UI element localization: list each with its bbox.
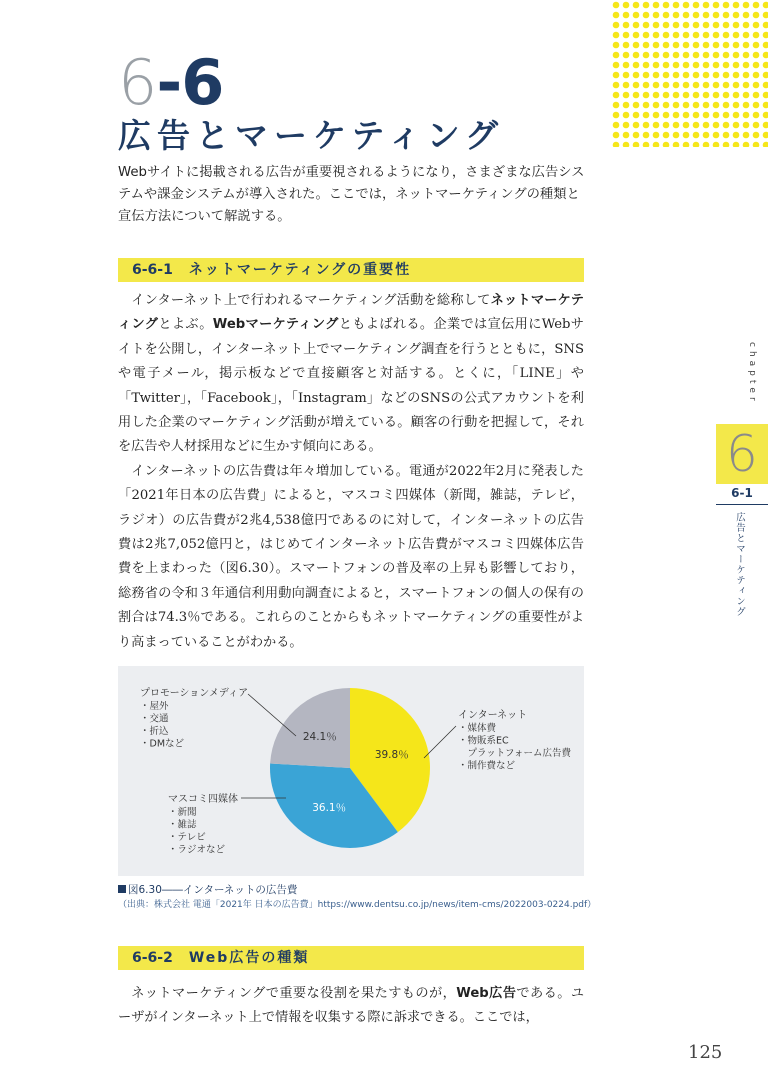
dot [763,92,768,99]
dot [653,92,660,99]
section-title: Web広告の種類 [188,950,310,966]
dot [693,2,700,9]
dot [653,42,660,49]
pie-slice [270,688,350,768]
dot [633,62,640,69]
dot [753,52,760,59]
dot [613,132,620,139]
dot [713,92,720,99]
pie-category-item: ・制作費など [458,760,516,772]
pie-chart [118,666,584,876]
dot [633,122,640,129]
decorative-dot-pattern [611,0,768,147]
dot [763,52,768,59]
dot [723,22,730,29]
dot [663,2,670,9]
dot [663,72,670,79]
dot [723,2,730,9]
dot [613,2,620,9]
dot [763,32,768,39]
dot [713,72,720,79]
dot [763,22,768,29]
section-heading-2 [118,946,584,970]
dot [763,62,768,69]
pie-category-item: ・物販系EC [458,735,509,747]
dot [743,12,750,19]
caption-square-icon [118,885,126,893]
pie-value-label: 36.1％ [312,801,347,814]
dot [703,82,710,89]
dot [683,72,690,79]
dot [683,42,690,49]
dot [653,12,660,19]
section-number: 6-6-2 [132,950,173,966]
body-text-1 [118,289,584,655]
dot [623,2,630,9]
dot [613,72,620,79]
side-chapter-label: chapter [747,342,757,405]
dot [743,72,750,79]
dot [723,132,730,139]
dot [713,122,720,129]
dot [673,52,680,59]
dot [613,12,620,19]
dot [703,62,710,69]
dot [663,82,670,89]
dot [753,62,760,69]
dot [743,2,750,9]
dot [763,122,768,129]
dot [613,22,620,29]
chapter-number: 6-6 [118,46,224,119]
dot [653,102,660,109]
dot [683,122,690,129]
dot [713,62,720,69]
dot [733,52,740,59]
dot [673,112,680,119]
dot [643,92,650,99]
pie-category-item: ・ラジオなど [168,844,226,856]
dot [723,12,730,19]
dot [663,132,670,139]
dot [683,142,690,147]
dot [653,22,660,29]
dot [683,112,690,119]
dot [623,72,630,79]
dot [713,112,720,119]
pie-category-item: ・折込 [140,726,169,737]
dot [663,142,670,147]
dot [653,32,660,39]
dot [623,32,630,39]
dot [663,62,670,69]
pie-category-item: ・媒体費 [458,723,497,734]
dot [763,12,768,19]
dot [723,122,730,129]
dot [643,72,650,79]
dot [703,72,710,79]
section-title: ネットマーケティングの重要性 [188,262,412,278]
dot [633,112,640,119]
dot [633,82,640,89]
dot [753,102,760,109]
dot [643,32,650,39]
dot [633,2,640,9]
dot [753,22,760,29]
dot [653,132,660,139]
dot [713,22,720,29]
dot [693,142,700,147]
dot [673,62,680,69]
dot [733,82,740,89]
dot [683,92,690,99]
dot [743,52,750,59]
dot [733,32,740,39]
dot [673,22,680,29]
dot [703,22,710,29]
dot [653,82,660,89]
dot [643,12,650,19]
pie-value-label: 39.8％ [374,749,409,762]
pie-value-label: 24.1％ [302,731,337,744]
dot [693,92,700,99]
side-vertical-title: 広告とマーケティング [734,512,745,617]
dot [743,22,750,29]
dot [703,142,710,147]
dot [693,82,700,89]
dot [653,122,660,129]
dot [643,22,650,29]
dot [723,42,730,49]
dot [623,92,630,99]
dot [733,42,740,49]
dot [613,92,620,99]
dot [693,52,700,59]
dot [663,102,670,109]
dot [673,102,680,109]
dot [763,132,768,139]
dot [613,32,620,39]
dot [743,32,750,39]
dot [743,102,750,109]
dot [643,62,650,69]
pie-category-label: プロモーションメディア [140,688,249,699]
dot [733,12,740,19]
dot [713,32,720,39]
dot [643,52,650,59]
dot [623,112,630,119]
dot [643,42,650,49]
dot [703,42,710,49]
dot [703,132,710,139]
paragraph: ネットマーケティングで重要な役割を果たすものが，Web広告である。ユーザがインターネット上で情報を収集する際に訴求できる。ここでは， [118,986,585,1026]
leader-line [424,726,456,758]
dot [713,142,720,147]
dot [623,102,630,109]
dot [693,102,700,109]
dot [673,2,680,9]
dot [753,142,760,147]
dot [763,102,768,109]
dot [713,82,720,89]
pie-category-item: ・新聞 [168,807,197,818]
dot [663,122,670,129]
dot [663,42,670,49]
dot [683,52,690,59]
dot [673,12,680,19]
dot [703,112,710,119]
pie-category-item: ・交通 [140,713,169,725]
dot [723,92,730,99]
dot [683,102,690,109]
dot [733,2,740,9]
dot [763,112,768,119]
pie-category-item: ・DMなど [140,738,185,750]
dot [713,2,720,9]
dot [713,12,720,19]
body-text-2 [118,982,584,1031]
dot [753,32,760,39]
dot [673,92,680,99]
dot [763,42,768,49]
dot [653,112,660,119]
dot [623,122,630,129]
dot [763,142,768,147]
dot [733,102,740,109]
dot [613,82,620,89]
dot [763,82,768,89]
dot [643,122,650,129]
dot [663,12,670,19]
pie-category-item: プラットフォーム広告費 [458,748,572,759]
figure-source: （出典：株式会社 電通「2021年 日本の広告費」https://www.dentsu.co.jp/news/item-cms/2022003-0224.pdf） [118,900,597,910]
dot [743,62,750,69]
dot [763,2,768,9]
dot [753,72,760,79]
dot [653,52,660,59]
paragraph: インターネットの広告費は年々増加している。電通が2022年2月に発表した「2021年日本の広告費」によると，マスコミ四媒体（新聞，雑誌，テレビ，ラジオ）の広告費が2兆4,538億円であるのに対して，インターネットの広告費は2兆7,052億円と，はじめてインターネット広告費がマスコミ四媒体広告費を上まわった（図6.30）。スマートフォンの普及率の上昇も影響しており，総務省の令和３年通信利用動向調査によると，スマートフォンの個人の保有の割合は74.3％である。これらのことからもネットマーケティングの重要性がより高まっていることがわかる。 [118,463,584,650]
side-divider [716,504,768,505]
dot [743,82,750,89]
figure-caption: 図6.30――インターネットの広告費 [118,882,297,897]
dot [733,72,740,79]
dot [623,52,630,59]
dot [673,122,680,129]
dot [763,72,768,79]
intro-text: Webサイトに掲載される広告が重要視されるようになり，さまざまな広告システムや課金システムが導入された。ここでは，ネットマーケティングの種類と宣伝方法について解説する。 [118,165,585,224]
dot [733,62,740,69]
dot [613,42,620,49]
dot [683,132,690,139]
dot [733,22,740,29]
dot [633,102,640,109]
dot [683,82,690,89]
dot [673,82,680,89]
dot [643,112,650,119]
dot [633,22,640,29]
dot [723,112,730,119]
dot [633,12,640,19]
dot [673,72,680,79]
dot [683,22,690,29]
dot [663,112,670,119]
dot [733,132,740,139]
dot [613,62,620,69]
dot [693,42,700,49]
dot [743,112,750,119]
dot [623,132,630,139]
dot [663,32,670,39]
dot [693,62,700,69]
dot [713,52,720,59]
dot [733,122,740,129]
dot [613,102,620,109]
dot [723,52,730,59]
dot [653,62,660,69]
dot [673,132,680,139]
dot [743,142,750,147]
dot [683,32,690,39]
dot [753,122,760,129]
dot [633,52,640,59]
dot [643,2,650,9]
pie-category-label: マスコミ四媒体 [168,794,238,805]
dot [633,142,640,147]
dot [663,22,670,29]
dot [693,12,700,19]
dot [693,122,700,129]
paragraph: インターネット上で行われるマーケティング活動を総称してネットマーケティングとよぶ。Webマーケティングともよばれる。企業では宣伝用にWebサイトを公開し，インターネット上でマーケティング調査を行うとともに，SNSや電子メール，掲示板などで直接顧客と対話する。とくに，「LINE」や「Twitter」，「Facebook」，「Instagram」などのSNSの公式アカウントを利用した企業のマーケティング活動が増えている。顧客の行動を把握して，それを広告や人材採用などに生かす傾向にある。 [118,293,584,455]
page-number: 125 [688,1042,723,1063]
dot [643,142,650,147]
dot [733,92,740,99]
dot [623,142,630,147]
side-chapter-number: 6 [716,424,768,484]
dot [703,92,710,99]
section-number: 6-6-1 [132,262,173,278]
dot [733,142,740,147]
dot [753,132,760,139]
dot [673,142,680,147]
dot [643,132,650,139]
dot [653,2,660,9]
dot [713,42,720,49]
dot [693,32,700,39]
dot [663,92,670,99]
dot [633,72,640,79]
dot [683,62,690,69]
dot [703,122,710,129]
dot [703,2,710,9]
dot [753,2,760,9]
dot [633,42,640,49]
dot [743,132,750,139]
dot [623,82,630,89]
dot [663,52,670,59]
dot [753,112,760,119]
dot [613,122,620,129]
dot [683,12,690,19]
dot [633,92,640,99]
dot [703,102,710,109]
dot [623,12,630,19]
dot [673,32,680,39]
dot [753,12,760,19]
dot [643,82,650,89]
pie-category-label: インターネット [458,710,528,721]
section-heading-1 [118,258,584,282]
dot [693,72,700,79]
dot [633,132,640,139]
dot [693,112,700,119]
dot [723,62,730,69]
dot [723,72,730,79]
dot [723,102,730,109]
dot [743,122,750,129]
dot [703,52,710,59]
pie-chart-figure [118,666,584,876]
dot [673,42,680,49]
dot [723,142,730,147]
dot [713,132,720,139]
dot [713,102,720,109]
pie-category-item: ・テレビ [168,832,206,843]
chapter-title: 広告とマーケティング [118,116,505,155]
leader-line [248,694,296,736]
dot [743,42,750,49]
dot [743,92,750,99]
dot [643,102,650,109]
dot [693,132,700,139]
dot [753,82,760,89]
dot [623,42,630,49]
dot [653,72,660,79]
dot [613,112,620,119]
side-section-number: 6-1 [731,486,753,500]
dot [683,2,690,9]
dot [723,32,730,39]
pie-category-item: ・雑誌 [168,819,197,831]
dot [623,62,630,69]
dot [703,32,710,39]
dot [653,142,660,147]
dot [753,42,760,49]
dot [693,22,700,29]
dot [753,92,760,99]
dot [623,22,630,29]
dot [613,52,620,59]
dot [613,142,620,147]
pie-category-item: ・屋外 [140,701,169,712]
dot [633,32,640,39]
dot [703,12,710,19]
dot [723,82,730,89]
dot [733,112,740,119]
